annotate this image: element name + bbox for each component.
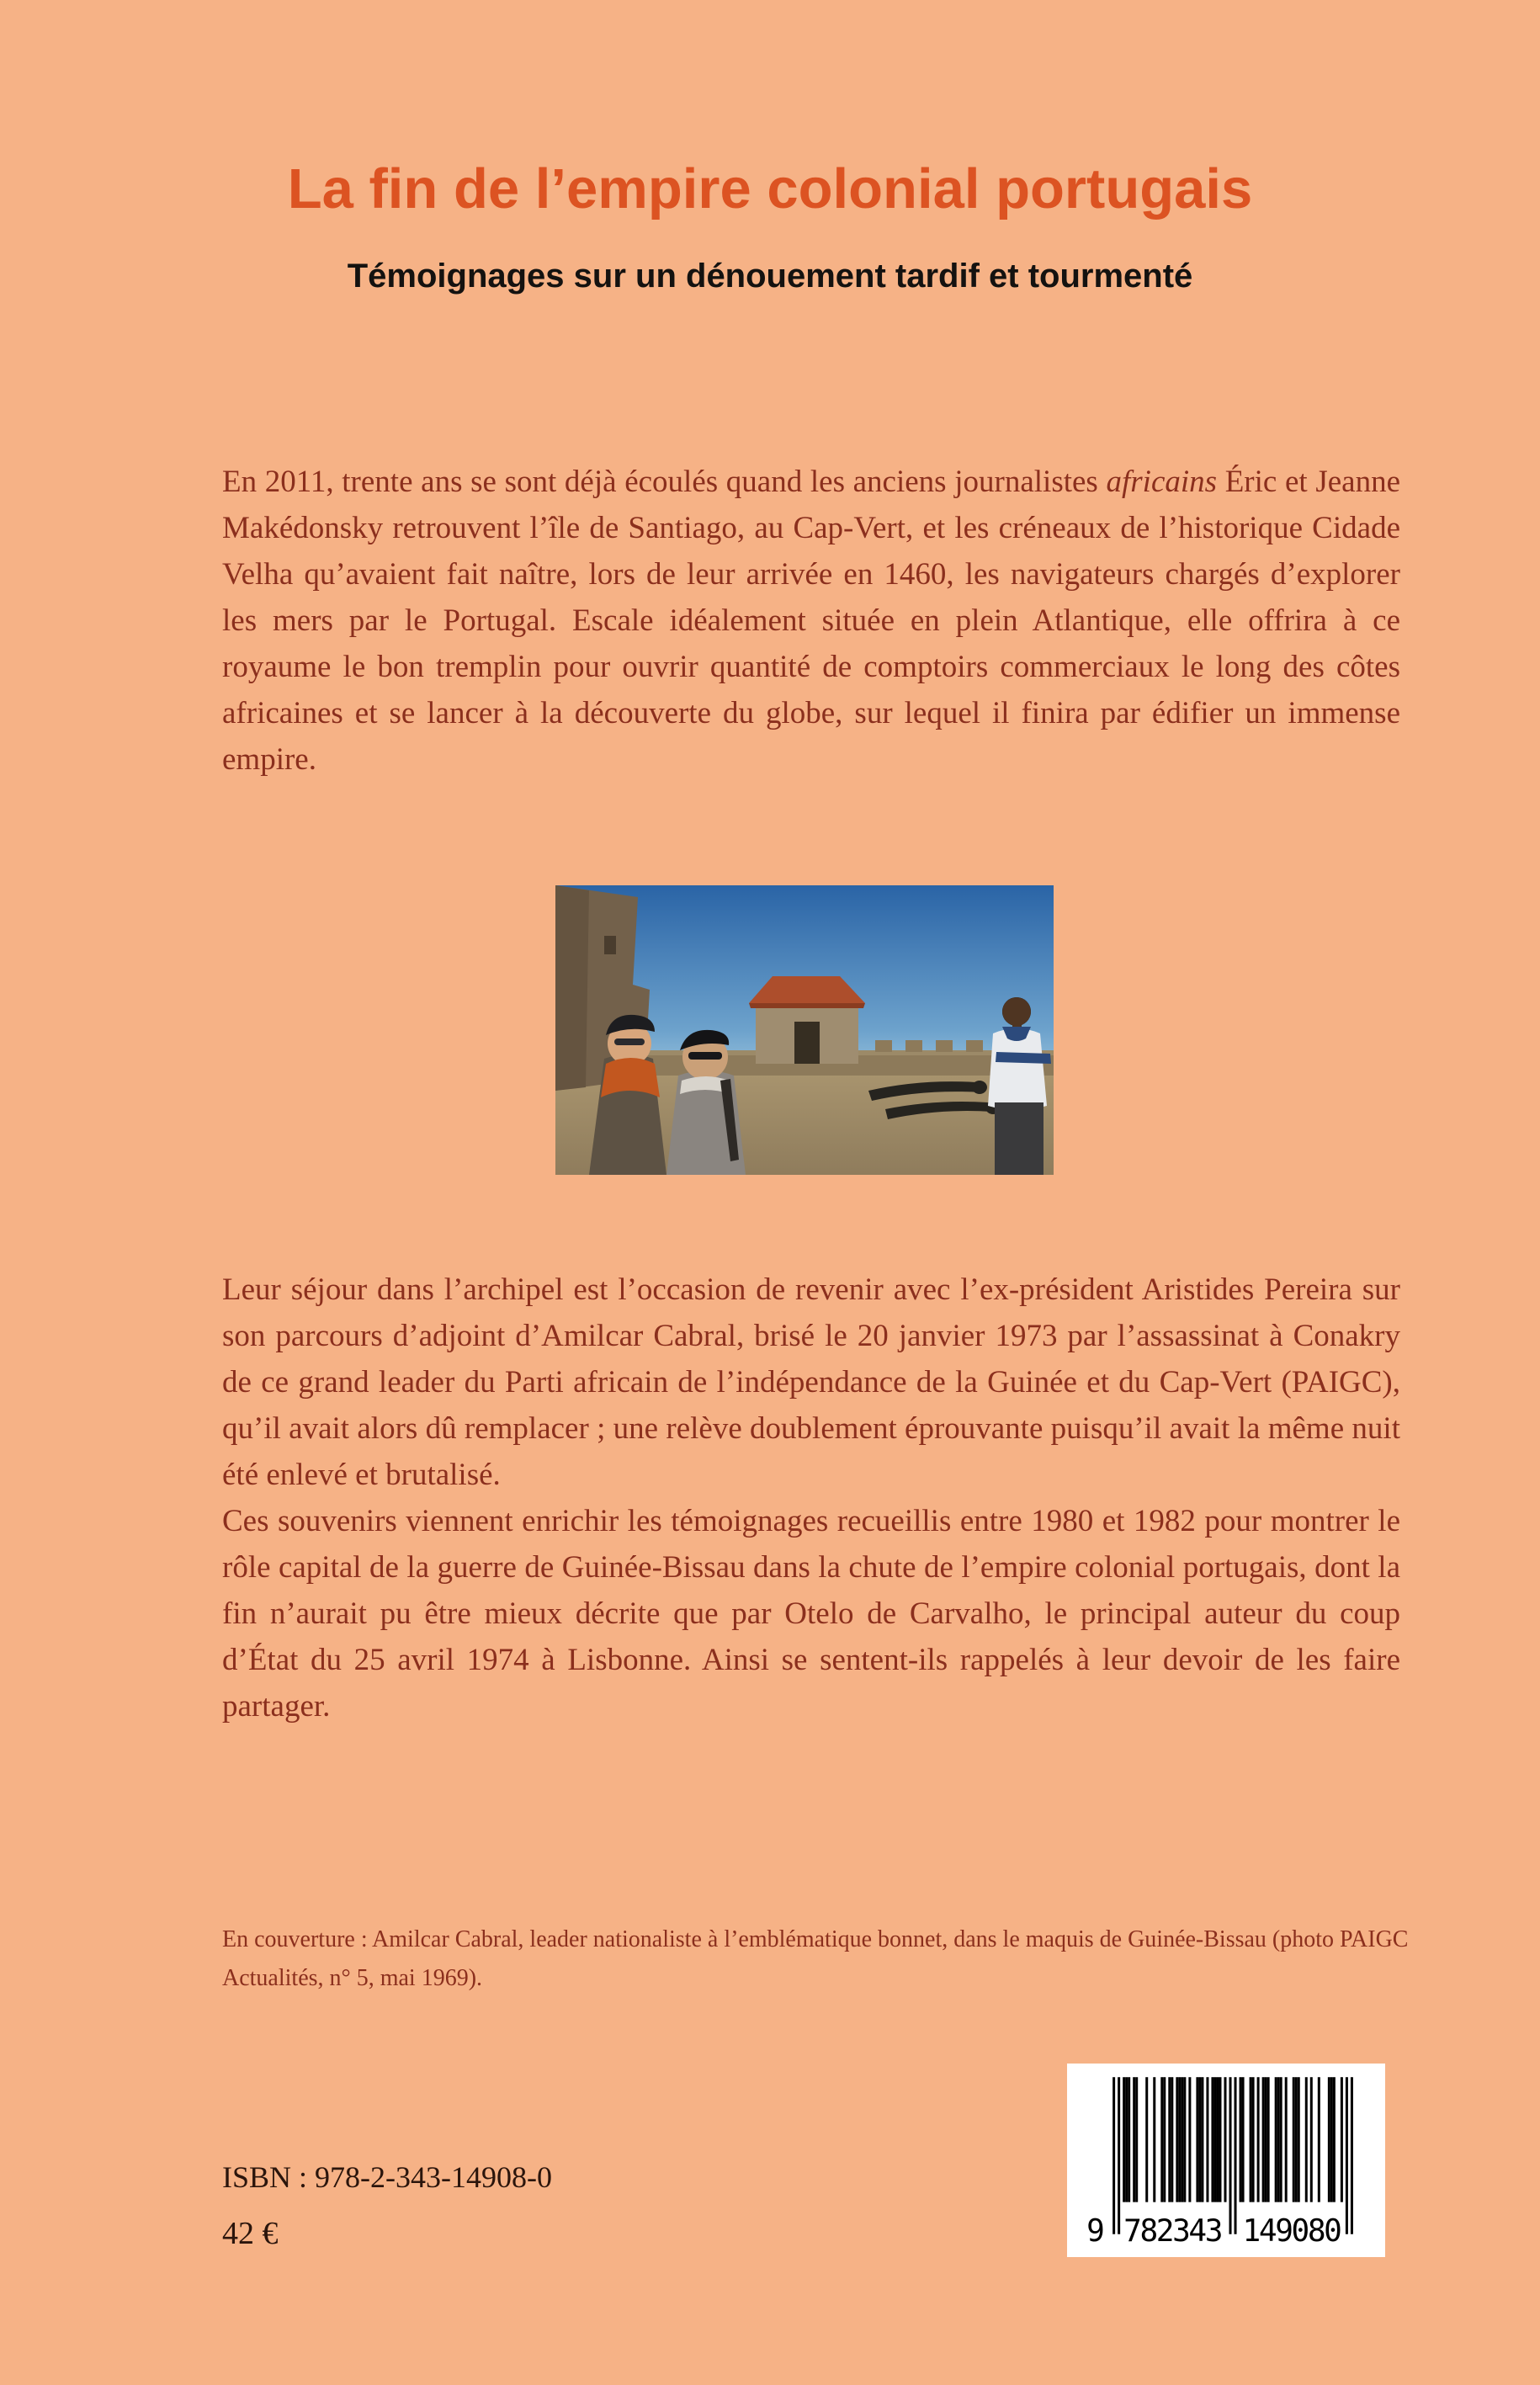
paragraph-3: Ces souvenirs viennent enrichir les témoignages recueillis entre 1980 et 1982 pour montrer le rôle capital de la guerre de Guinée-Bissau dans la chute de l’empire colonial portugais, dont la fin n’aurait pu être mieux décrite que par Otelo de Carvalho, le principal auteur du coup d’État du 25 avril 1974 à Lisbonne. Ainsi se sentent-ils rappelés à leur devoir de les faire partager. (222, 1504, 1400, 1724)
fort-scene-illustration (555, 885, 1054, 1175)
paragraph-group (222, 1267, 1400, 1729)
book-title: La fin de l’empire colonial portugais (287, 157, 1253, 220)
cover-photo (555, 885, 1054, 1175)
barcode-bars (1081, 2072, 1372, 2250)
price: 42 € (222, 2216, 279, 2251)
barcode-digit-first: 9 (1086, 2212, 1105, 2249)
paragraph-1-italic-word: africains (1106, 465, 1218, 499)
cover-caption: En couverture : Amilcar Cabral, leader nationaliste à l’emblématique bonnet, dans le maquis de Guinée-Bissau (photo PAIGC Actualités, n° 5, mai 1969). (222, 1926, 1409, 1991)
paragraph-1-start: En 2011, trente ans se sont déjà écoulés quand les anciens journalistes (222, 465, 1107, 499)
photo-stone-house (749, 976, 865, 1064)
barcode-digits-right: 149080 (1242, 2212, 1342, 2249)
isbn-number: ISBN : 978-2-343-14908-0 (222, 2160, 552, 2194)
paragraph-1 (222, 459, 1400, 783)
barcode (1067, 2064, 1385, 2257)
barcode-digits-left: 782343 (1123, 2212, 1224, 2249)
book-subtitle: Témoignages sur un dénouement tardif et tourmenté (347, 258, 1193, 295)
paragraph-2: Leur séjour dans l’archipel est l’occasion de revenir avec l’ex-président Aristides Pereira sur son parcours d’adjoint d’Amilcar Cabral, brisé le 20 janvier 1973 par l’assassinat à Conakry de ce grand leader du Parti africain de l’indépendance de la Guinée et du Cap-Vert (PAIGC), qu’il avait alors dû remplacer ; une relève doublement éprouvante puisqu’il avait la même nuit été enlevé et brutalisé. (222, 1272, 1400, 1492)
paragraph-1-end: Éric et Jeanne Makédonsky retrouvent l’île de Santiago, au Cap-Vert, et les créneaux de l’historique Cidade Velha qu’avaient fait naître, lors de leur arrivée en 1460, les navigateurs chargés d’explorer les mers par le Portugal. Escale idéalement située en plein Atlantique, elle offrira à ce royaume le bon tremplin pour ouvrir quantité de comptoirs commerciaux le long des côtes africaines et se lancer à la découverte du globe, sur lequel il finira par édifier un immense empire. (222, 465, 1400, 777)
